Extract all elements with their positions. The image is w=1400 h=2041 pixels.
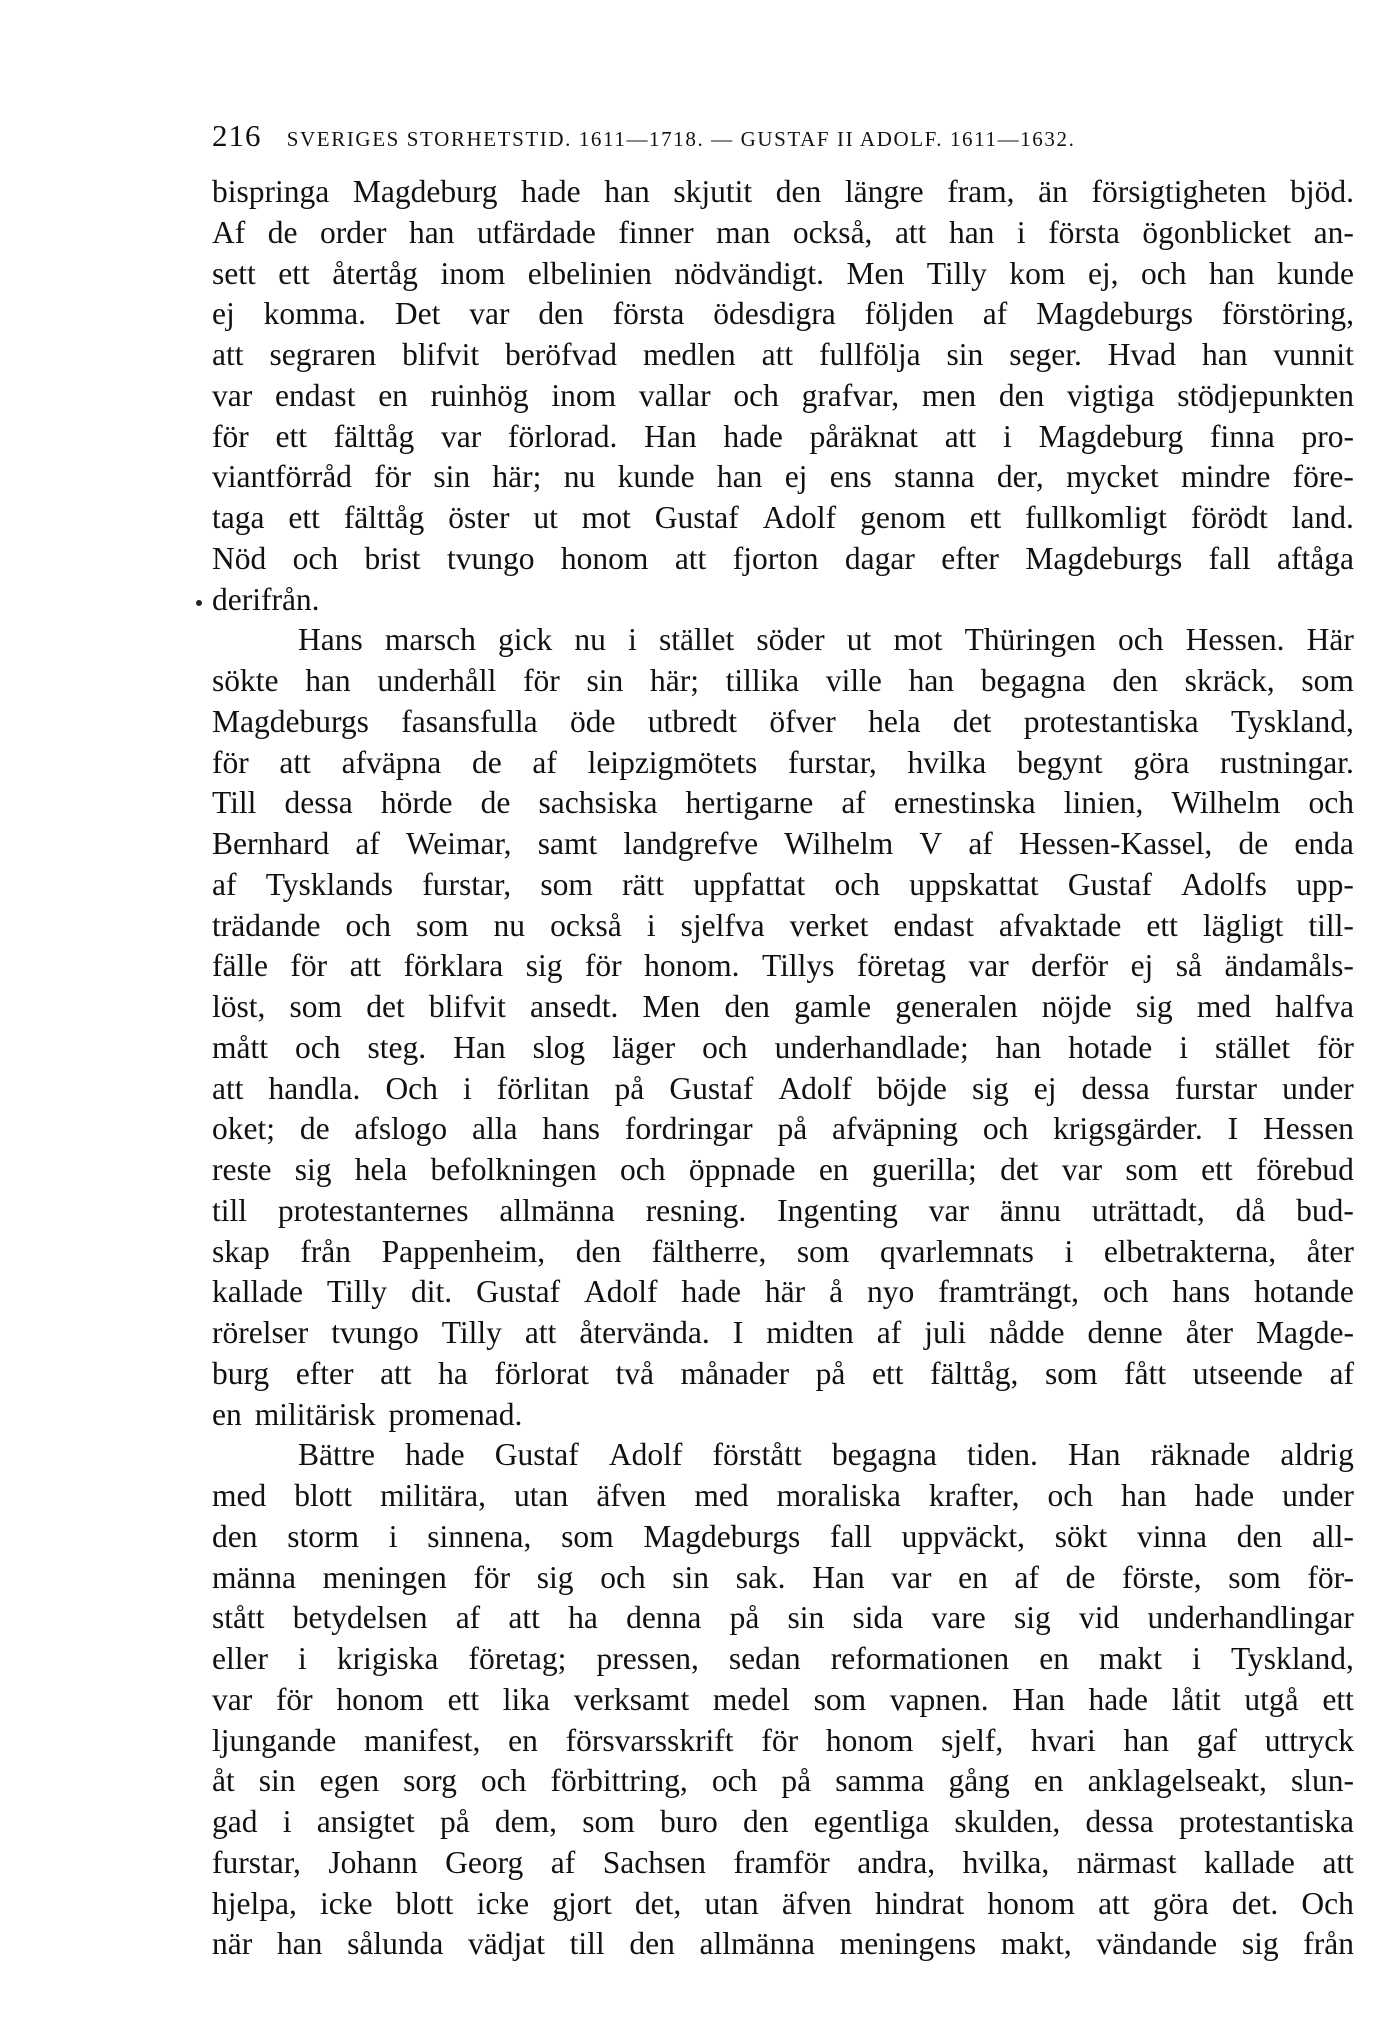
text-line: åt sin egen sorg och förbittring, och på samma gång en anklagelseakt, slun- <box>212 1763 1354 1799</box>
running-title: SVERIGES STORHETSTID. 1611—1718. — GUSTAF II ADOLF. 1611—1632. <box>286 127 1076 151</box>
page-number: 216 <box>212 118 262 153</box>
text-line: af Tysklands furstar, som rätt uppfattat och uppskattat Gustaf Adolfs upp- <box>212 866 1354 902</box>
text-line: Nöd och brist tvungo honom att fjorton dagar efter Magdeburgs fall aftåga <box>212 540 1354 576</box>
text-line: Hans marsch gick nu i stället söder ut mot Thüringen och Hessen. Här <box>298 622 1354 658</box>
text-line: sett ett återtåg inom elbelinien nödvändigt. Men Tilly kom ej, och han kunde <box>212 255 1354 291</box>
text-line: Af de order han utfärdade finner man också, att han i första ögonblicket an- <box>212 214 1354 250</box>
text-line: viantförråd för sin här; nu kunde han ej ens stanna der, mycket mindre före- <box>212 459 1354 495</box>
text-line: till protestanternes allmänna resning. Ingenting var ännu uträttadt, då bud- <box>212 1192 1354 1228</box>
text-line: var för honom ett lika verksamt medel som vapnen. Han hade låtit utgå ett <box>212 1681 1354 1717</box>
text-line: var endast en ruinhög inom vallar och grafvar, men den vigtiga stödjepunkten <box>212 377 1354 413</box>
text-line: kallade Tilly dit. Gustaf Adolf hade här å nyo framträngt, och hans hotande <box>212 1274 1354 1310</box>
text-line: derifrån. <box>212 581 320 617</box>
text-line: taga ett fälttåg öster ut mot Gustaf Adolf genom ett fullkomligt förödt land. <box>212 500 1354 535</box>
text-line: eller i krigiska företag; pressen, sedan reformationen en makt i Tyskland, <box>212 1641 1354 1676</box>
text-line: att handla. Och i förlitan på Gustaf Adolf böjde sig ej dessa furstar under <box>212 1070 1354 1106</box>
text-line: burg efter att ha förlorat två månader på ett fälttåg, som fått utseende af <box>212 1355 1354 1391</box>
text-line: hjelpa, icke blott icke gjort det, utan äfven hindrat honom att göra det. Och <box>212 1885 1354 1921</box>
text-line: fälle för att förklara sig för honom. Tillys företag var derför ej så ändamåls- <box>212 948 1354 984</box>
text-line: Bättre hade Gustaf Adolf förstått begagna tiden. Han räknade aldrig <box>298 1437 1354 1473</box>
text-line: skap från Pappenheim, den fältherre, som qvarlemnats i elbetrakterna, åter <box>212 1233 1354 1269</box>
text-line: trädande och som nu också i sjelfva verket endast afvaktade ett lägligt till- <box>212 907 1354 943</box>
text-line: med blott militära, utan äfven med moraliska krafter, och han hade under <box>212 1478 1354 1513</box>
text-line: ej komma. Det var den första ödesdigra följden af Magdeburgs förstöring, <box>212 296 1354 332</box>
text-line: oket; de afslogo alla hans fordringar på afväpning och krigsgärder. I Hessen <box>212 1111 1354 1147</box>
text-line: reste sig hela befolkningen och öppnade en guerilla; det var som ett förebud <box>212 1152 1354 1187</box>
text-line: för att afväpna de af leipzigmötets furstar, hvilka begynt göra rustningar. <box>212 744 1354 780</box>
text-line: Bernhard af Weimar, samt landgrefve Wilhelm V af Hessen-Kassel, de enda <box>212 826 1354 861</box>
text-line: löst, som det blifvit ansedt. Men den gamle generalen nöjde sig med halfva <box>212 989 1354 1024</box>
text-line: när han sålunda vädjat till den allmänna meningens makt, vändande sig från <box>212 1926 1354 1962</box>
stray-ink-mark <box>196 600 202 606</box>
text-line: furstar, Johann Georg af Sachsen framför andra, hvilka, närmast kallade att <box>212 1844 1354 1880</box>
text-line: männa meningen för sig och sin sak. Han var en af de förste, som för- <box>212 1559 1354 1595</box>
text-line: gad i ansigtet på dem, som buro den egentliga skulden, dessa protestantiska <box>212 1804 1354 1839</box>
text-line: rörelser tvungo Tilly att återvända. I midten af juli nådde denne åter Magde- <box>212 1315 1354 1350</box>
text-line: den storm i sinnena, som Magdeburgs fall uppväckt, sökt vinna den all- <box>212 1518 1354 1554</box>
text-line: stått betydelsen af att ha denna på sin sida vare sig vid underhandlingar <box>212 1600 1354 1636</box>
text-line: för ett fälttåg var förlorad. Han hade påräknat att i Magdeburg finna pro- <box>212 418 1354 454</box>
page-header <box>212 118 1352 158</box>
text-line: Till dessa hörde de sachsiska hertigarne af ernestinska linien, Wilhelm och <box>212 785 1354 821</box>
text-line: ljungande manifest, en försvarsskrift för honom sjelf, hvari han gaf uttryck <box>212 1722 1354 1758</box>
body-text <box>212 172 1354 1965</box>
text-line: mått och steg. Han slog läger och underhandlade; han hotade i stället för <box>212 1029 1354 1065</box>
text-line: en militärisk promenad. <box>212 1396 523 1432</box>
text-line: bispringa Magdeburg hade han skjutit den längre fram, än försigtigheten bjöd. <box>212 174 1354 209</box>
text-line: Magdeburgs fasansfulla öde utbredt öfver hela det protestantiska Tyskland, <box>212 703 1354 739</box>
text-line: att segraren blifvit beröfvad medlen att fullfölja sin seger. Hvad han vunnit <box>212 337 1354 372</box>
text-line: sökte han underhåll för sin här; tillika ville han begagna den skräck, som <box>212 663 1354 698</box>
